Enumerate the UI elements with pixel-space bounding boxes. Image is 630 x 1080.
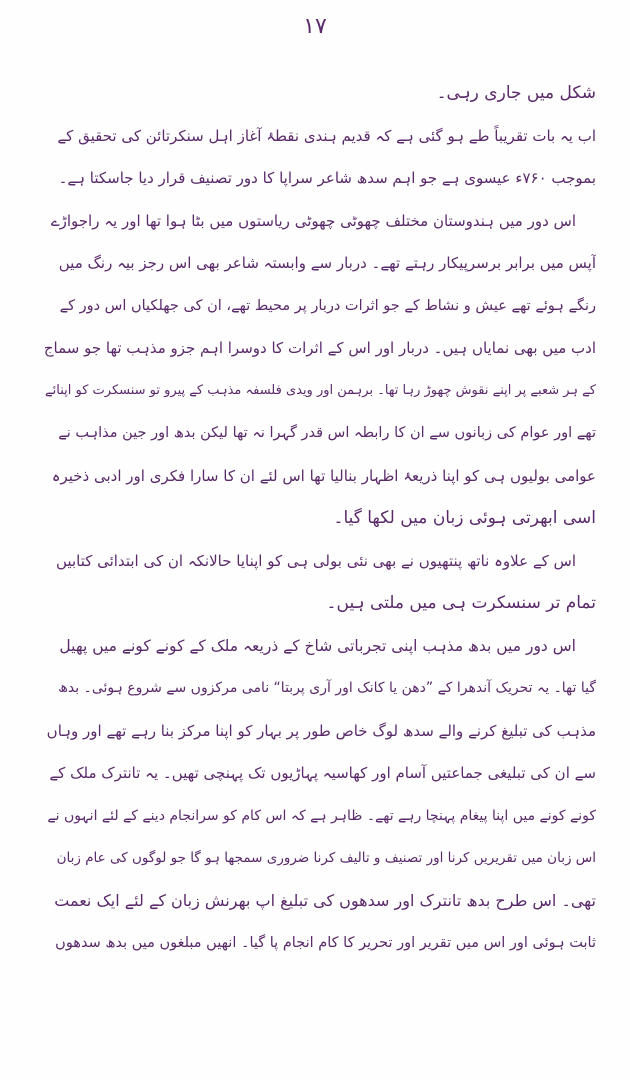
text-line: اسی ابھرتی ہوئی زبان میں لکھا گیا۔ bbox=[333, 508, 596, 528]
text-line: اس زبان میں تقریریں کرنا اور تصنیف و تالیف کرنا ضروری سمجھا ہو گا جو لوگوں کی عام زبان bbox=[56, 850, 596, 866]
text-line: اس دور میں ہندوستان مختلف چھوٹی چھوٹی ریاستوں میں بٹا ہوا تھا اور یہ راجواڑے bbox=[50, 211, 576, 230]
text-line: اس دور میں بدھ مذہب اپنی تجرباتی شاخ کے ذریعہ ملک کے کونے کونے میں پھیل bbox=[59, 636, 576, 655]
text-line: تھی۔ اس طرح بدھ تانترک اور سدھوں کی تبلیغ اپ بھرنش زبان کے لئے ایک نعمت bbox=[54, 890, 596, 910]
text-line: سے ان کی تبلیغی جماعتیں آسام اور کھاسیہ پہاڑیوں تک پہنچی تھیں۔ یہ تانترک ملک کے bbox=[49, 764, 596, 782]
text-line: رنگے ہوئے تھے عیش و نشاط کے جو اثرات دربار پر محیط تھے، ان کی جھلکیاں اس دور کے bbox=[59, 297, 596, 314]
text-line: ثابت ہوئی اور اس میں تقریر اور تحریر کا کام انجام پا گیا۔ انھیں مبلغوں میں بدھ سدھوں bbox=[55, 935, 596, 951]
text-line: بموجب ۷۶۰ء عیسوی ہے جو اہم سدھ شاعر سراپا کا دور تصنیف قرار دیا جاسکتا ہے۔ bbox=[58, 169, 596, 187]
text-line: کے ہر شعبے پر اپنے نقوش چھوڑ رہا تھا۔ برہمن اور ویدی فلسفہ مذہب کے پیرو تو سنسکرت کو اپنائے bbox=[45, 382, 596, 398]
text-line: مذہب کی تبلیغ کرنے والے سدھ لوگ خاص طور پر بہار کو اپنا مرکز بنا رہے تھے اور وہاں bbox=[46, 721, 596, 740]
body-text bbox=[44, 72, 596, 1072]
text-line: گیا تھا۔ یہ تحریک آندھرا کے ”دھن یا کانک اور آری پربتا“ نامی مرکزوں سے شروع ہوئی۔ بدھ bbox=[58, 680, 596, 696]
text-line: عوامی بولیوں ہی کو اپنا ذریعۂ اظہار بنالیا تھا اس لئے ان کا سارا فکری اور ادبی ذخیرہ bbox=[51, 466, 596, 485]
text-line: اس کے علاوہ ناتھ پنتھیوں نے بھی نئی بولی ہی کو اپنایا حالانکہ ان کی ابتدائی کتابیں bbox=[56, 551, 576, 570]
text-line: تھے اور عوام کی زبانوں سے ان کا رابطہ اس قدر گہرا نہ تھا لیکن بدھ اور جین مذاہب نے bbox=[58, 425, 596, 441]
text-line: اب یہ بات تقریباً طے ہو گئی ہے کہ قدیم ہندی نقطۂ آغاز اہل سنکرتائن کی تحقیق کے bbox=[57, 126, 596, 145]
text-line: تمام تر سنسکرت ہی میں ملتی ہیں۔ bbox=[326, 593, 596, 613]
text-line: کونے کونے میں اپنا پیغام پہنچا رہے تھے۔ ظاہر ہے کہ اس کام کو سرانجام دینے کے لئے انہوں نے bbox=[47, 807, 596, 824]
text-line: ادب میں بھی نمایاں ہیں۔ دربار اور اس کے اثرات کا دوسرا اہم جزو مذہب تھا جو سماج bbox=[44, 339, 596, 357]
text-line: آپس میں برابر برسرپیکار رہتے تھے۔ دربار سے وابستہ شاعر بھی اس رجز بیہ رنگ میں bbox=[58, 254, 596, 272]
page-number: ۱۷ bbox=[303, 14, 327, 39]
text-line: شکل میں جاری رہی۔ bbox=[436, 83, 596, 103]
